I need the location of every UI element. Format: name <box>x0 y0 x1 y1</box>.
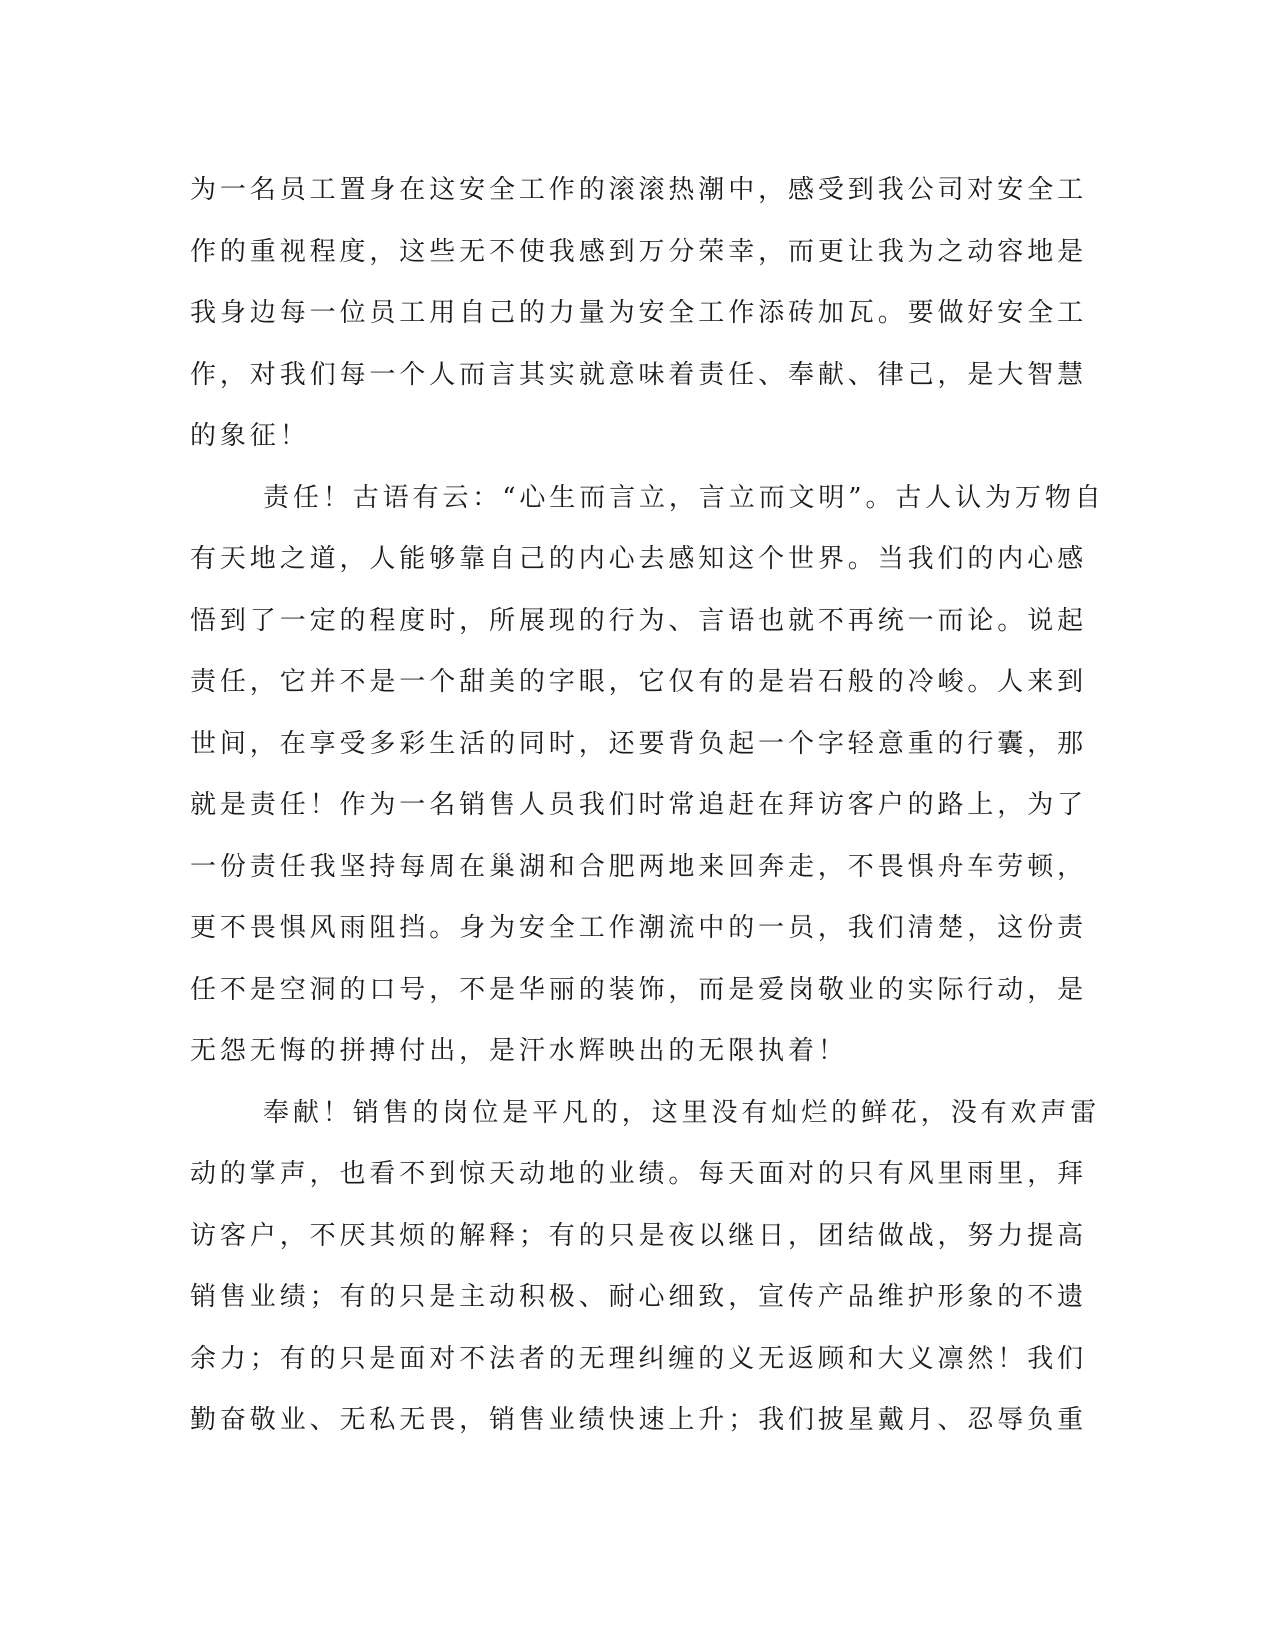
text-line: 的象征！ <box>190 421 310 451</box>
text-line: 任不是空洞的口号，不是华丽的装饰，而是爱岗敬业的实际行动，是 <box>190 974 1088 1005</box>
text-line: 更不畏惧风雨阻挡。身为安全工作潮流中的一员，我们清楚，这份责 <box>190 913 1088 943</box>
text-line: 作，对我们每一个人而言其实就意味着责任、奉献、律己，是大智慧 <box>190 359 1088 390</box>
text-line: 悟到了一定的程度时，所展现的行为、言语也就不再统一而论。说起 <box>190 605 1088 636</box>
text-line: 无怨无悔的拼搏付出，是汗水辉映出的无限执着！ <box>190 1036 848 1066</box>
paragraph-start-line: 奉献！销售的岗位是平凡的，这里没有灿烂的鲜花，没有欢声雷 <box>263 1097 1101 1128</box>
document-body <box>190 160 1105 1452</box>
paragraph-start-line: 责任！古语有云：“心生而言立，言立而文明”。古人认为万物自 <box>263 482 1105 513</box>
text-line: 责任，它并不是一个甜美的字眼，它仅有的是岩石般的冷峻。人来到 <box>190 667 1088 697</box>
text-line: 一份责任我坚持每周在巢湖和合肥两地来回奔走，不畏惧舟车劳顿， <box>190 851 1088 882</box>
text-line: 访客户，不厌其烦的解释；有的只是夜以继日，团结做战，努力提高 <box>190 1220 1088 1251</box>
text-line: 作的重视程度，这些无不使我感到万分荣幸，而更让我为之动容地是 <box>190 236 1088 267</box>
text-line: 有天地之道，人能够靠自己的内心去感知这个世界。当我们的内心感 <box>190 544 1088 574</box>
text-line: 余力；有的只是面对不法者的无理纠缠的义无返顾和大义凛然！我们 <box>190 1343 1088 1374</box>
text-line: 动的掌声，也看不到惊天动地的业绩。每天面对的只有风里雨里，拜 <box>190 1159 1088 1189</box>
text-line: 我身边每一位员工用自己的力量为安全工作添砖加瓦。要做好安全工 <box>190 298 1088 328</box>
text-line: 世间，在享受多彩生活的同时，还要背负起一个字轻意重的行囊，那 <box>190 728 1088 759</box>
text-line: 就是责任！作为一名销售人员我们时常追赶在拜访客户的路上，为了 <box>190 790 1088 820</box>
text-line: 勤奋敬业、无私无畏，销售业绩快速上升；我们披星戴月、忍辱负重 <box>190 1405 1088 1435</box>
text-line: 为一名员工置身在这安全工作的滚滚热潮中，感受到我公司对安全工 <box>190 175 1088 205</box>
text-line: 销售业绩；有的只是主动积极、耐心细致，宣传产品维护形象的不遗 <box>190 1282 1088 1312</box>
